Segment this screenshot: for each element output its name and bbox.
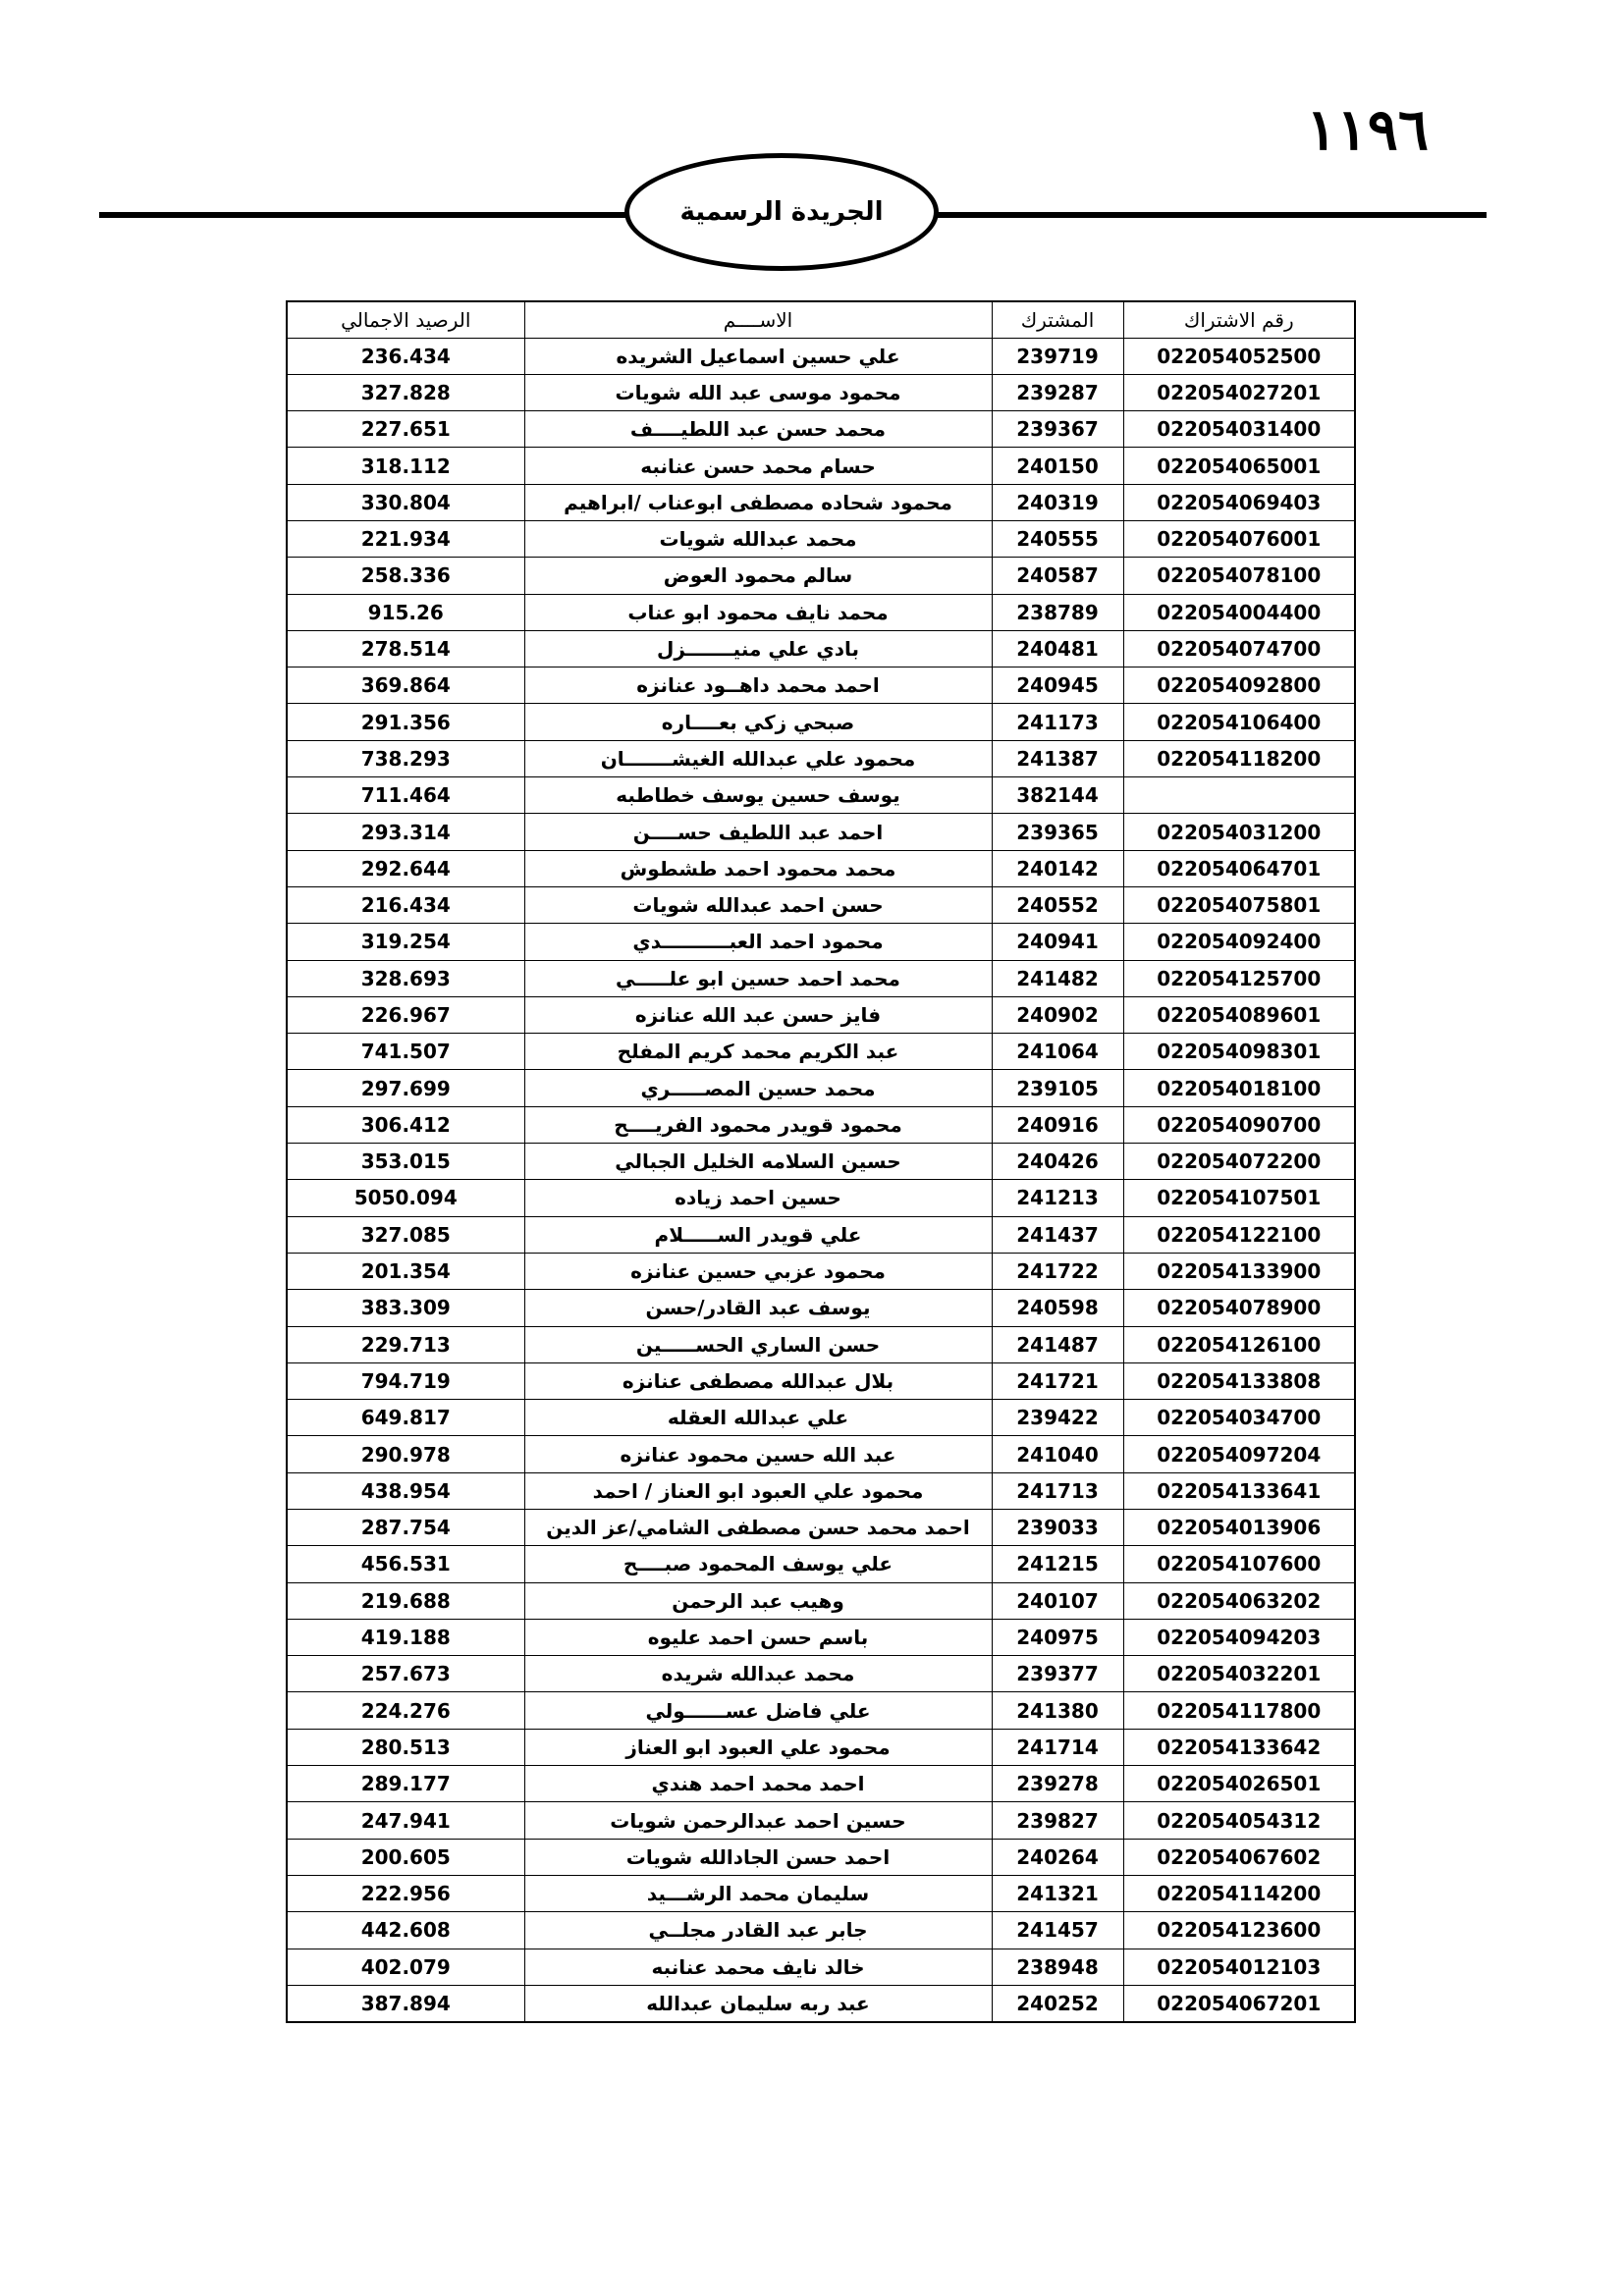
subscriber-name-cell: بلال عبدالله مصطفى عنانزه <box>524 1362 992 1399</box>
subscriber-name-cell: محمود قويدر محمود الفريــــح <box>524 1106 992 1143</box>
table-row <box>287 374 1355 410</box>
table-row <box>287 1070 1355 1106</box>
table-row <box>287 1216 1355 1253</box>
subscriber-number-cell: 240252 <box>992 1985 1123 2021</box>
table-row <box>287 1766 1355 1802</box>
gazette-title: الجريدة الرسمية <box>679 197 884 227</box>
subscriber-number-cell: 241173 <box>992 704 1123 740</box>
subscription-no-cell: 022054114200 <box>1123 1875 1355 1911</box>
table-row <box>287 1436 1355 1472</box>
total-balance-cell: 456.531 <box>287 1546 524 1582</box>
subscriber-name-cell: محمد حسن عبد اللطيــــف <box>524 411 992 448</box>
table-row <box>287 996 1355 1033</box>
total-balance-cell: 219.688 <box>287 1582 524 1619</box>
subscription-no-cell: 022054031400 <box>1123 411 1355 448</box>
subscription-no-cell: 022054122100 <box>1123 1216 1355 1253</box>
total-balance-cell: 227.651 <box>287 411 524 448</box>
subscriber-name-cell: صبحي زكي بعــــاره <box>524 704 992 740</box>
total-balance-cell: 287.754 <box>287 1510 524 1546</box>
table-row <box>287 1253 1355 1289</box>
total-balance-cell: 402.079 <box>287 1949 524 1985</box>
subscriber-name-cell: حسن الساري الحســـــين <box>524 1326 992 1362</box>
total-balance-cell: 794.719 <box>287 1362 524 1399</box>
total-balance-cell: 236.434 <box>287 338 524 374</box>
subscription-no-cell: 022054076001 <box>1123 520 1355 557</box>
table-row <box>287 1472 1355 1509</box>
subscriber-name-cell: علي حسين اسماعيل الشريده <box>524 338 992 374</box>
subscriber-name-cell: عبد ربه سليمان عبدالله <box>524 1985 992 2021</box>
subscriber-number-cell: 240150 <box>992 448 1123 484</box>
total-balance-cell: 200.605 <box>287 1839 524 1875</box>
subscriber-number-cell: 239105 <box>992 1070 1123 1106</box>
subscriber-name-cell: حسين السلامه الخليل الجبالي <box>524 1144 992 1180</box>
total-balance-cell: 306.412 <box>287 1106 524 1143</box>
subscriber-number-cell: 241437 <box>992 1216 1123 1253</box>
table-row <box>287 1144 1355 1180</box>
table-row <box>287 1546 1355 1582</box>
total-balance-cell: 741.507 <box>287 1034 524 1070</box>
subscriber-name-cell: محمود علي العبود ابو العناز <box>524 1729 992 1765</box>
subscription-no-cell: 022054065001 <box>1123 448 1355 484</box>
subscriber-number-cell: 240941 <box>992 924 1123 960</box>
subscription-no-cell: 022054034700 <box>1123 1400 1355 1436</box>
table-row <box>287 558 1355 594</box>
total-balance-cell: 226.967 <box>287 996 524 1033</box>
subscriber-name-cell: جابر عبد القادر مجلــي <box>524 1912 992 1949</box>
subscription-no-cell: 022054069403 <box>1123 484 1355 520</box>
subscription-no-cell: 022054097204 <box>1123 1436 1355 1472</box>
total-balance-cell: 247.941 <box>287 1802 524 1839</box>
table-row <box>287 1034 1355 1070</box>
subscription-no-cell: 022054031200 <box>1123 814 1355 850</box>
subscriber-number-cell: 240916 <box>992 1106 1123 1143</box>
subscription-no-cell: 022054026501 <box>1123 1766 1355 1802</box>
total-balance-cell: 224.276 <box>287 1692 524 1729</box>
subscriber-number-cell: 241213 <box>992 1180 1123 1216</box>
table-row <box>287 1692 1355 1729</box>
subscription-no-cell: 022054092800 <box>1123 667 1355 704</box>
table-row <box>287 814 1355 850</box>
subscription-no-cell: 022054106400 <box>1123 704 1355 740</box>
subscription-no-cell: 022054133642 <box>1123 1729 1355 1765</box>
total-balance-cell: 649.817 <box>287 1400 524 1436</box>
subscriber-name-cell: عبد الكريم محمد كريم المفلح <box>524 1034 992 1070</box>
subscriber-number-cell: 240319 <box>992 484 1123 520</box>
table-row <box>287 1949 1355 1985</box>
subscriber-number-cell: 241713 <box>992 1472 1123 1509</box>
subscriber-name-cell: حسام محمد حسن عنانبه <box>524 448 992 484</box>
subscription-no-cell: 022054072200 <box>1123 1144 1355 1180</box>
page-number: ١١٩٦ <box>1306 96 1429 163</box>
total-balance-cell: 278.514 <box>287 630 524 667</box>
subscriber-number-cell: 241487 <box>992 1326 1123 1362</box>
subscriber-number-cell: 239367 <box>992 411 1123 448</box>
subscriber-name-cell: خالد نايف محمد عنانبه <box>524 1949 992 1985</box>
table-header-row <box>287 301 1355 338</box>
total-balance-cell: 442.608 <box>287 1912 524 1949</box>
subscriber-name-cell: باسم حسن احمد عليوه <box>524 1619 992 1655</box>
table-row <box>287 1729 1355 1765</box>
table-row <box>287 924 1355 960</box>
table-row <box>287 1106 1355 1143</box>
subscriber-name-cell: محمد احمد حسين ابو علـــــي <box>524 960 992 996</box>
total-balance-cell: 369.864 <box>287 667 524 704</box>
table-row <box>287 338 1355 374</box>
subscriber-number-cell: 239827 <box>992 1802 1123 1839</box>
subscription-no-cell: 022054078100 <box>1123 558 1355 594</box>
table-row <box>287 1656 1355 1692</box>
subscription-no-cell: 022054094203 <box>1123 1619 1355 1655</box>
subscriber-name-cell: محمد نايف محمود ابو عناب <box>524 594 992 630</box>
subscriber-name-cell: علي فاضل عســــــولي <box>524 1692 992 1729</box>
subscription-no-cell: 022054092400 <box>1123 924 1355 960</box>
subscriber-number-cell: 240481 <box>992 630 1123 667</box>
table-row <box>287 740 1355 776</box>
subscriber-number-cell: 240107 <box>992 1582 1123 1619</box>
subscribers-table <box>286 300 1356 2023</box>
table-row <box>287 1985 1355 2021</box>
table-row <box>287 1619 1355 1655</box>
table-row <box>287 1362 1355 1399</box>
header-total-balance: الرصيد الاجمالي <box>287 301 524 338</box>
total-balance-cell: 258.336 <box>287 558 524 594</box>
total-balance-cell: 330.804 <box>287 484 524 520</box>
subscription-no-cell: 022054107600 <box>1123 1546 1355 1582</box>
subscriber-name-cell: علي عبدالله العقله <box>524 1400 992 1436</box>
subscription-no-cell: 022054067602 <box>1123 1839 1355 1875</box>
subscriber-name-cell: سالم محمود العوض <box>524 558 992 594</box>
table-row <box>287 1326 1355 1362</box>
subscriber-number-cell: 241380 <box>992 1692 1123 1729</box>
subscriber-number-cell: 241721 <box>992 1362 1123 1399</box>
subscriber-number-cell: 239422 <box>992 1400 1123 1436</box>
subscription-no-cell: 022054012103 <box>1123 1949 1355 1985</box>
total-balance-cell: 291.356 <box>287 704 524 740</box>
total-balance-cell: 222.956 <box>287 1875 524 1911</box>
subscriber-name-cell: محمود علي عبدالله الغيشـــــــان <box>524 740 992 776</box>
subscription-no-cell: 022054078900 <box>1123 1290 1355 1326</box>
subscriber-name-cell: محمد حسين المصـــــري <box>524 1070 992 1106</box>
subscription-no-cell <box>1123 777 1355 814</box>
total-balance-cell: 319.254 <box>287 924 524 960</box>
subscriber-number-cell: 239719 <box>992 338 1123 374</box>
subscriber-number-cell: 241040 <box>992 1436 1123 1472</box>
table-row <box>287 1912 1355 1949</box>
total-balance-cell: 292.644 <box>287 850 524 886</box>
total-balance-cell: 327.085 <box>287 1216 524 1253</box>
total-balance-cell: 216.434 <box>287 886 524 923</box>
subscriber-name-cell: احمد عبد اللطيف حســــن <box>524 814 992 850</box>
table-row <box>287 484 1355 520</box>
subscribers-table-container <box>286 300 1354 2023</box>
table-row <box>287 1839 1355 1875</box>
subscription-no-cell: 022054126100 <box>1123 1326 1355 1362</box>
subscription-no-cell: 022054064701 <box>1123 850 1355 886</box>
subscriber-name-cell: محمد عبدالله شويات <box>524 520 992 557</box>
subscription-no-cell: 022054107501 <box>1123 1180 1355 1216</box>
subscriber-number-cell: 241215 <box>992 1546 1123 1582</box>
header-oval <box>624 153 939 271</box>
table-row <box>287 777 1355 814</box>
total-balance-cell: 915.26 <box>287 594 524 630</box>
subscriber-number-cell: 240902 <box>992 996 1123 1033</box>
subscription-no-cell: 022054089601 <box>1123 996 1355 1033</box>
subscriber-name-cell: حسن احمد عبدالله شويات <box>524 886 992 923</box>
subscriber-name-cell: فايز حسن عبد الله عنانزه <box>524 996 992 1033</box>
subscriber-name-cell: محمد محمود احمد طشطوش <box>524 850 992 886</box>
subscriber-number-cell: 241321 <box>992 1875 1123 1911</box>
subscriber-number-cell: 239377 <box>992 1656 1123 1692</box>
subscriber-name-cell: احمد محمد داهــود عنانزه <box>524 667 992 704</box>
subscriber-name-cell: حسين احمد عبدالرحمن شويات <box>524 1802 992 1839</box>
subscriber-number-cell: 240587 <box>992 558 1123 594</box>
subscription-no-cell: 022054018100 <box>1123 1070 1355 1106</box>
table-row <box>287 1510 1355 1546</box>
total-balance-cell: 229.713 <box>287 1326 524 1362</box>
subscriber-name-cell: محمود علي العبود ابو العناز / احمد <box>524 1472 992 1509</box>
subscriber-name-cell: محمود احمد العبــــــــــدي <box>524 924 992 960</box>
subscriber-number-cell: 240555 <box>992 520 1123 557</box>
subscriber-number-cell: 240975 <box>992 1619 1123 1655</box>
subscriber-name-cell: احمد محمد احمد هندي <box>524 1766 992 1802</box>
subscriber-name-cell: احمد حسن الجادالله شويات <box>524 1839 992 1875</box>
subscriber-number-cell: 238948 <box>992 1949 1123 1985</box>
subscription-no-cell: 022054067201 <box>1123 1985 1355 2021</box>
subscriber-number-cell: 240598 <box>992 1290 1123 1326</box>
subscriber-name-cell: محمد عبدالله شريده <box>524 1656 992 1692</box>
subscriber-name-cell: محمود عزبي حسين عنانزه <box>524 1253 992 1289</box>
subscriber-name-cell: احمد محمد حسن مصطفى الشامي/عز الدين <box>524 1510 992 1546</box>
total-balance-cell: 438.954 <box>287 1472 524 1509</box>
subscriber-number-cell: 240552 <box>992 886 1123 923</box>
table-row <box>287 1582 1355 1619</box>
subscriber-number-cell: 239033 <box>992 1510 1123 1546</box>
subscriber-name-cell: علي يوسف المحمود صبــــح <box>524 1546 992 1582</box>
subscriber-number-cell: 240264 <box>992 1839 1123 1875</box>
subscriber-number-cell: 240426 <box>992 1144 1123 1180</box>
subscription-no-cell: 022054118200 <box>1123 740 1355 776</box>
table-row <box>287 630 1355 667</box>
subscriber-number-cell: 241722 <box>992 1253 1123 1289</box>
subscriber-name-cell: يوسف حسين يوسف خطاطبه <box>524 777 992 814</box>
table-row <box>287 667 1355 704</box>
subscription-no-cell: 022054074700 <box>1123 630 1355 667</box>
header-name: الاســــم <box>524 301 992 338</box>
subscriber-number-cell: 241482 <box>992 960 1123 996</box>
subscription-no-cell: 022054125700 <box>1123 960 1355 996</box>
total-balance-cell: 353.015 <box>287 1144 524 1180</box>
subscriber-name-cell: محمود شحاده مصطفى ابوعناب /ابراهيم <box>524 484 992 520</box>
total-balance-cell: 383.309 <box>287 1290 524 1326</box>
subscriber-name-cell: علي قويدر الســـــلام <box>524 1216 992 1253</box>
subscription-no-cell: 022054004400 <box>1123 594 1355 630</box>
subscription-no-cell: 022054133641 <box>1123 1472 1355 1509</box>
total-balance-cell: 221.934 <box>287 520 524 557</box>
subscriber-number-cell: 382144 <box>992 777 1123 814</box>
subscriber-number-cell: 240945 <box>992 667 1123 704</box>
table-row <box>287 448 1355 484</box>
subscriber-number-cell: 239278 <box>992 1766 1123 1802</box>
table-row <box>287 1802 1355 1839</box>
subscription-no-cell: 022054013906 <box>1123 1510 1355 1546</box>
table-row <box>287 704 1355 740</box>
total-balance-cell: 290.978 <box>287 1436 524 1472</box>
table-row <box>287 960 1355 996</box>
table-body <box>287 338 1355 2022</box>
table-row <box>287 1875 1355 1911</box>
subscriber-name-cell: يوسف عبد القادر/حسن <box>524 1290 992 1326</box>
subscriber-number-cell: 239365 <box>992 814 1123 850</box>
table-row <box>287 886 1355 923</box>
total-balance-cell: 289.177 <box>287 1766 524 1802</box>
total-balance-cell: 201.354 <box>287 1253 524 1289</box>
total-balance-cell: 297.699 <box>287 1070 524 1106</box>
subscriber-number-cell: 241387 <box>992 740 1123 776</box>
table-row <box>287 411 1355 448</box>
subscription-no-cell: 022054027201 <box>1123 374 1355 410</box>
total-balance-cell: 318.112 <box>287 448 524 484</box>
subscriber-number-cell: 238789 <box>992 594 1123 630</box>
total-balance-cell: 419.188 <box>287 1619 524 1655</box>
subscription-no-cell: 022054052500 <box>1123 338 1355 374</box>
total-balance-cell: 328.693 <box>287 960 524 996</box>
total-balance-cell: 257.673 <box>287 1656 524 1692</box>
subscription-no-cell: 022054063202 <box>1123 1582 1355 1619</box>
subscription-no-cell: 022054090700 <box>1123 1106 1355 1143</box>
table-row <box>287 850 1355 886</box>
total-balance-cell: 327.828 <box>287 374 524 410</box>
table-row <box>287 1400 1355 1436</box>
subscriber-name-cell: سليمان محمد الرشـــيد <box>524 1875 992 1911</box>
subscriber-name-cell: عبد الله حسين محمود عنانزه <box>524 1436 992 1472</box>
table-row <box>287 1290 1355 1326</box>
subscription-no-cell: 022054098301 <box>1123 1034 1355 1070</box>
total-balance-cell: 280.513 <box>287 1729 524 1765</box>
subscriber-number-cell: 240142 <box>992 850 1123 886</box>
total-balance-cell: 293.314 <box>287 814 524 850</box>
table-row <box>287 520 1355 557</box>
subscription-no-cell: 022054054312 <box>1123 1802 1355 1839</box>
subscriber-number-cell: 241064 <box>992 1034 1123 1070</box>
subscriber-number-cell: 239287 <box>992 374 1123 410</box>
subscriber-name-cell: حسين احمد زياده <box>524 1180 992 1216</box>
subscriber-name-cell: محمود موسى عبد الله شويات <box>524 374 992 410</box>
header-subscriber: المشترك <box>992 301 1123 338</box>
subscriber-name-cell: بادي علي منيـــــــزل <box>524 630 992 667</box>
subscription-no-cell: 022054117800 <box>1123 1692 1355 1729</box>
total-balance-cell: 711.464 <box>287 777 524 814</box>
subscriber-number-cell: 241457 <box>992 1912 1123 1949</box>
total-balance-cell: 738.293 <box>287 740 524 776</box>
table-row <box>287 1180 1355 1216</box>
subscription-no-cell: 022054032201 <box>1123 1656 1355 1692</box>
subscription-no-cell: 022054133900 <box>1123 1253 1355 1289</box>
subscriber-name-cell: وهيب عبد الرحمن <box>524 1582 992 1619</box>
subscriber-number-cell: 241714 <box>992 1729 1123 1765</box>
table-row <box>287 594 1355 630</box>
total-balance-cell: 5050.094 <box>287 1180 524 1216</box>
subscription-no-cell: 022054123600 <box>1123 1912 1355 1949</box>
header-subscription-no: رقم الاشتراك <box>1123 301 1355 338</box>
subscription-no-cell: 022054075801 <box>1123 886 1355 923</box>
total-balance-cell: 387.894 <box>287 1985 524 2021</box>
subscription-no-cell: 022054133808 <box>1123 1362 1355 1399</box>
